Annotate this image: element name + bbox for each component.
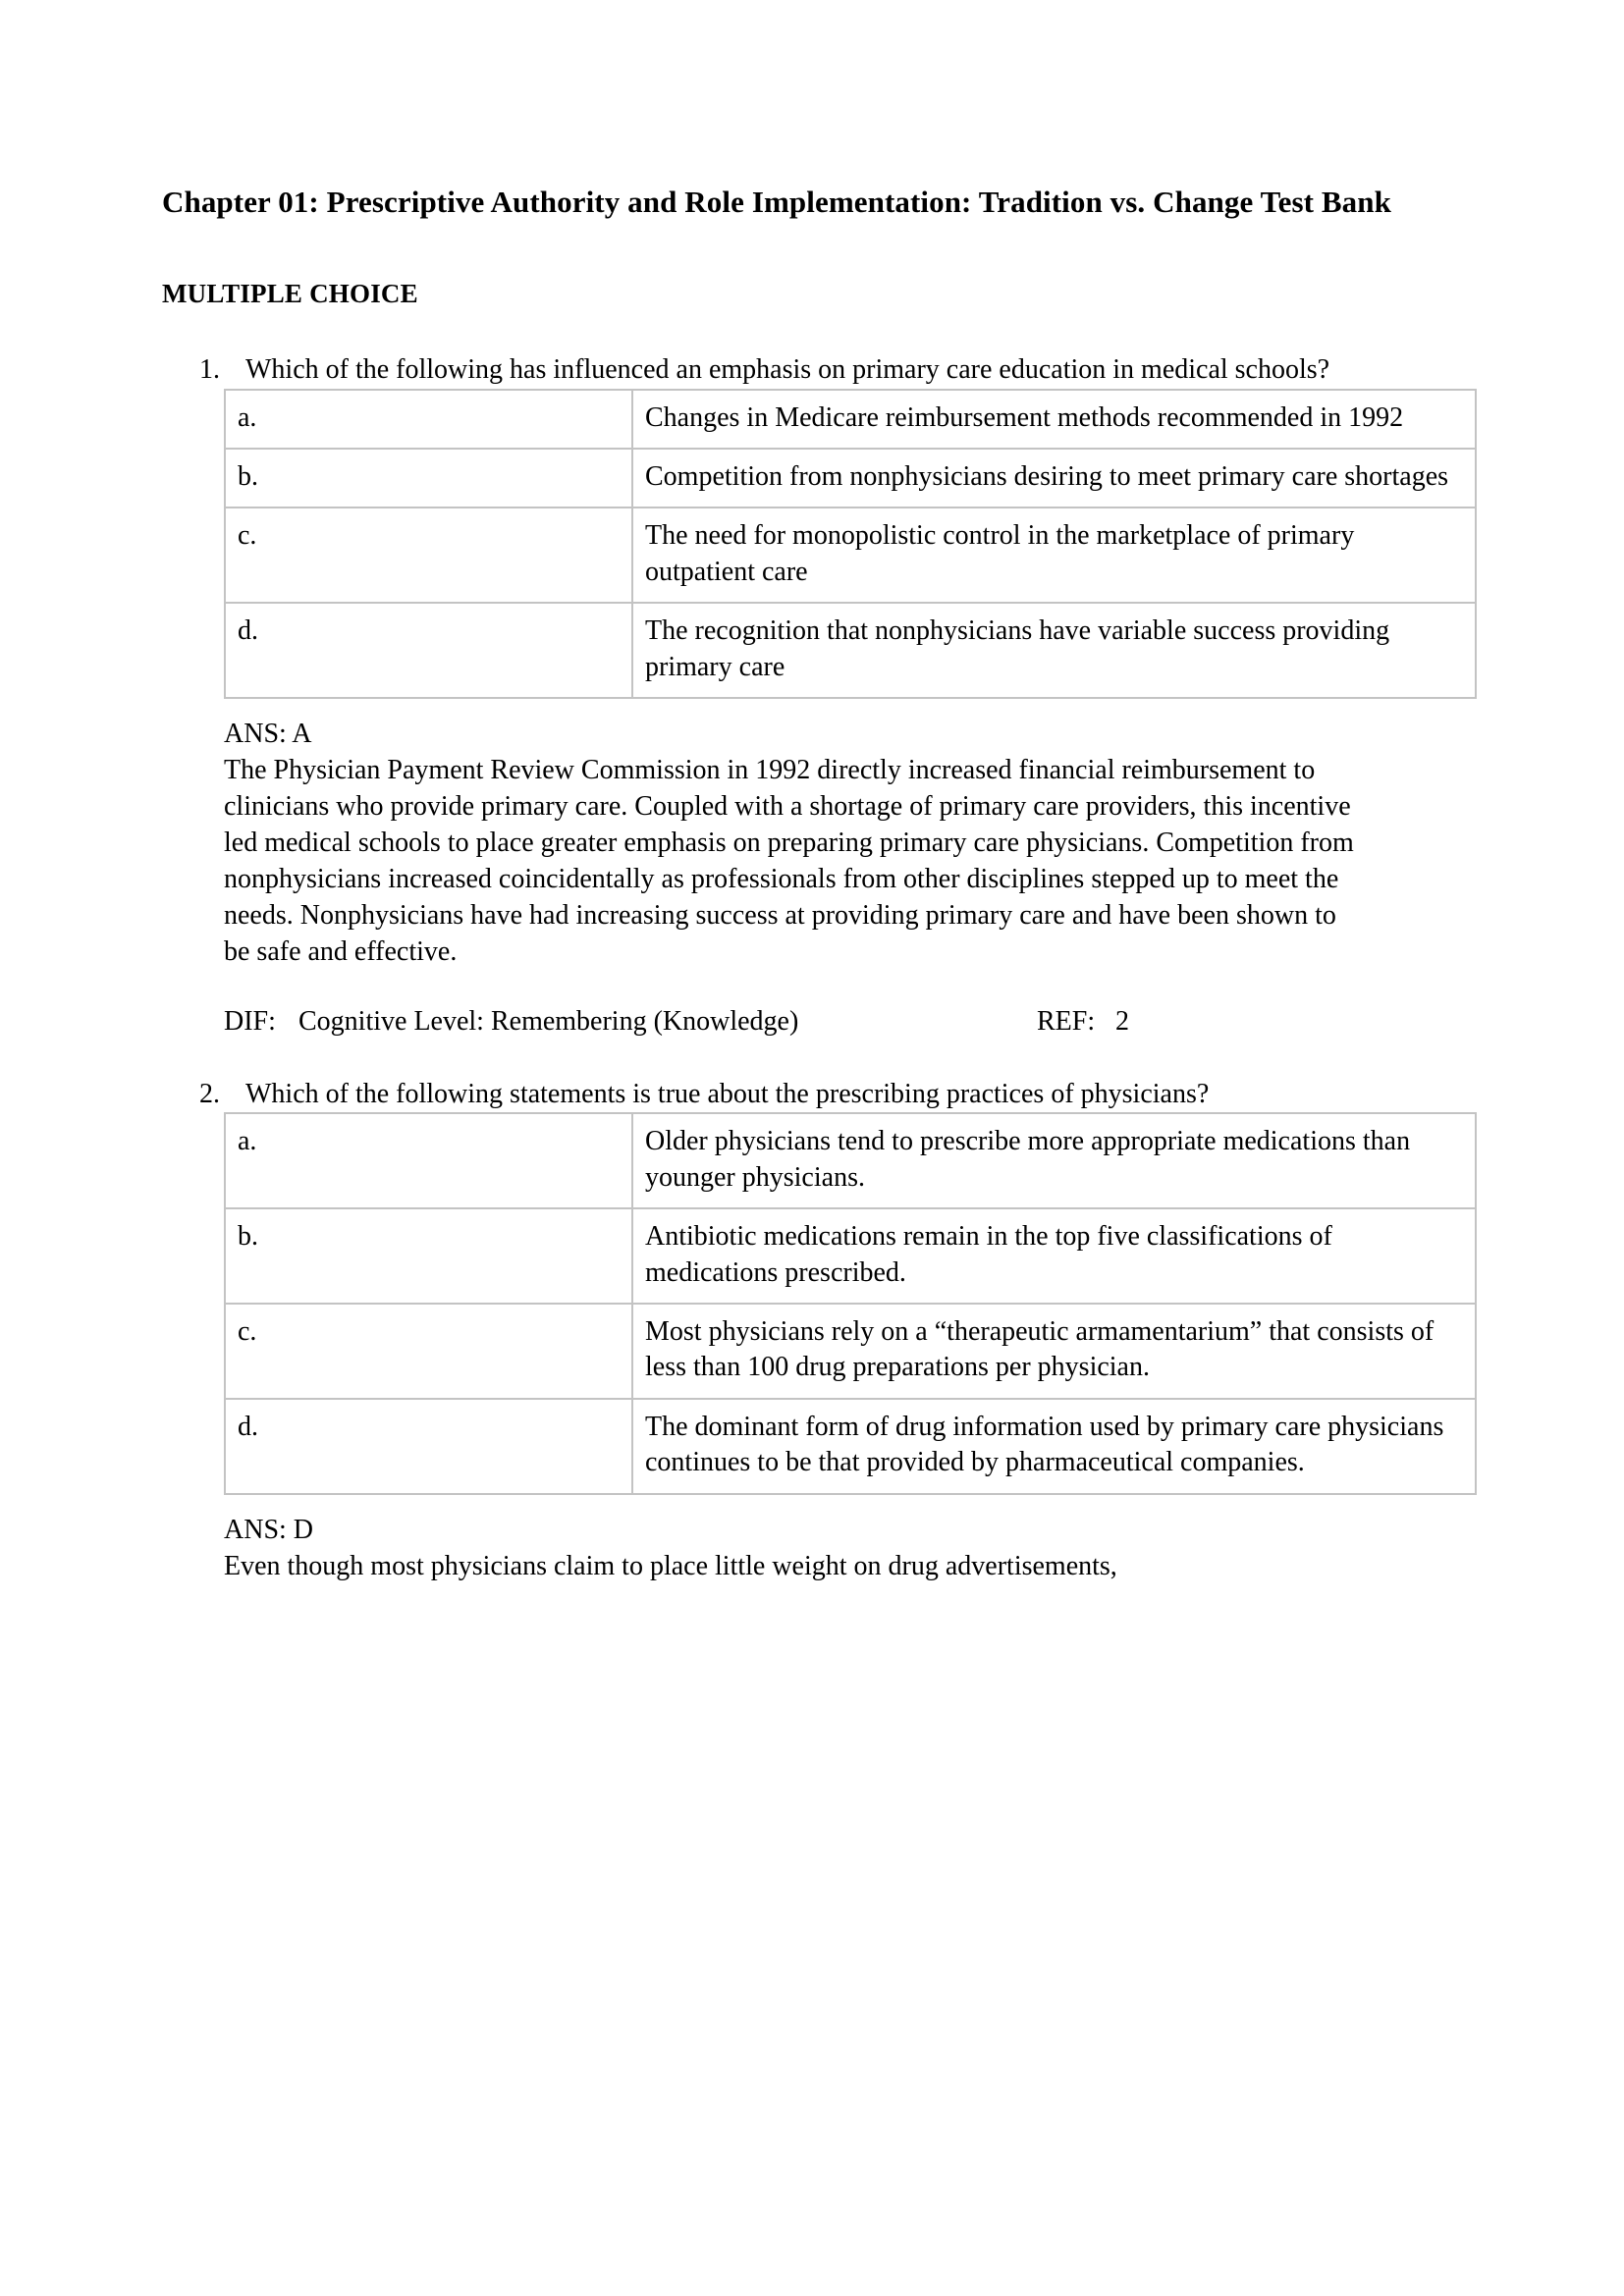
option-text: The dominant form of drug information used by primary care physicians continues to be that provided by pharmaceutical companies. (632, 1399, 1476, 1494)
option-letter: d. (225, 603, 632, 698)
rationale-2: Even though most physicians claim to place little weight on drug advertisements, (224, 1550, 1117, 1581)
option-letter: c. (225, 1304, 632, 1399)
option-text: The recognition that nonphysicians have variable success providing primary care (632, 603, 1476, 698)
table-row[interactable] (225, 449, 1476, 507)
dif-label: DIF: (224, 1005, 276, 1037)
table-row[interactable] (225, 390, 1476, 449)
question-2-text: Which of the following statements is true about the prescribing practices of physicians? (245, 1079, 1210, 1110)
option-letter: b. (225, 1208, 632, 1304)
answer-key-1: ANS: A (224, 719, 312, 750)
document-content (162, 183, 1449, 1585)
ref-value: 2 (1115, 1005, 1129, 1037)
table-row[interactable] (225, 1113, 1476, 1208)
question-1-number: 1. (199, 354, 220, 386)
question-1-row (162, 352, 1438, 388)
question-2-answer-area (224, 1495, 1363, 1585)
question-1-text: Which of the following has influenced an emphasis on primary care education in medical schools? (245, 354, 1330, 386)
question-block-2 (162, 1040, 1444, 1584)
table-row[interactable] (225, 1304, 1476, 1399)
question-1-options-table (224, 389, 1477, 699)
question-2-row (162, 1077, 1438, 1112)
dif-value: Cognitive Level: Remembering (Knowledge) (298, 1005, 799, 1037)
option-text: The need for monopolistic control in the marketplace of primary outpatient care (632, 507, 1476, 603)
option-text: Competition from nonphysicians desiring to meet primary care shortages (632, 449, 1476, 507)
section-heading-multiple-choice: MULTIPLE CHOICE (162, 279, 418, 309)
table-row[interactable] (225, 507, 1476, 603)
option-letter: a. (225, 390, 632, 449)
option-text: Older physicians tend to prescribe more appropriate medications than younger physicians. (632, 1113, 1476, 1208)
question-2-number: 2. (199, 1079, 220, 1110)
ref-label: REF: (1037, 1005, 1096, 1037)
option-letter: b. (225, 449, 632, 507)
table-row[interactable] (225, 603, 1476, 698)
table-row[interactable] (225, 1399, 1476, 1494)
answer-key-2: ANS: D (224, 1514, 314, 1545)
question-1-meta-line (224, 971, 1438, 1040)
option-letter: a. (225, 1113, 632, 1208)
option-letter: d. (225, 1399, 632, 1494)
option-text: Antibiotic medications remain in the top five classifications of medications prescribed. (632, 1208, 1476, 1304)
option-text: Changes in Medicare reimbursement methods recommended in 1992 (632, 390, 1476, 449)
page-title: Chapter 01: Prescriptive Authority and Role Implementation: Tradition vs. Change Test Bank (162, 185, 1391, 219)
option-text: Most physicians rely on a “therapeutic armamentarium” that consists of less than 100 drug preparations per physician. (632, 1304, 1476, 1399)
rationale-1: The Physician Payment Review Commission in 1992 directly increased financial reimbursement to clinicians who provide primary care. Coupled with a shortage of primary care providers, this incentive led medical schools to place greater emphasis on preparing primary care physicians. Competition from nonphysicians increased coincidentally as professionals from other disciplines stepped up to meet the needs. Nonphysicians have had increasing success at providing primary care and have been shown to be safe and effective. (224, 754, 1354, 967)
question-2-options-table (224, 1112, 1477, 1494)
option-letter: c. (225, 507, 632, 603)
table-row[interactable] (225, 1208, 1476, 1304)
question-block-1 (162, 309, 1449, 1040)
question-1-answer-area (224, 699, 1363, 971)
